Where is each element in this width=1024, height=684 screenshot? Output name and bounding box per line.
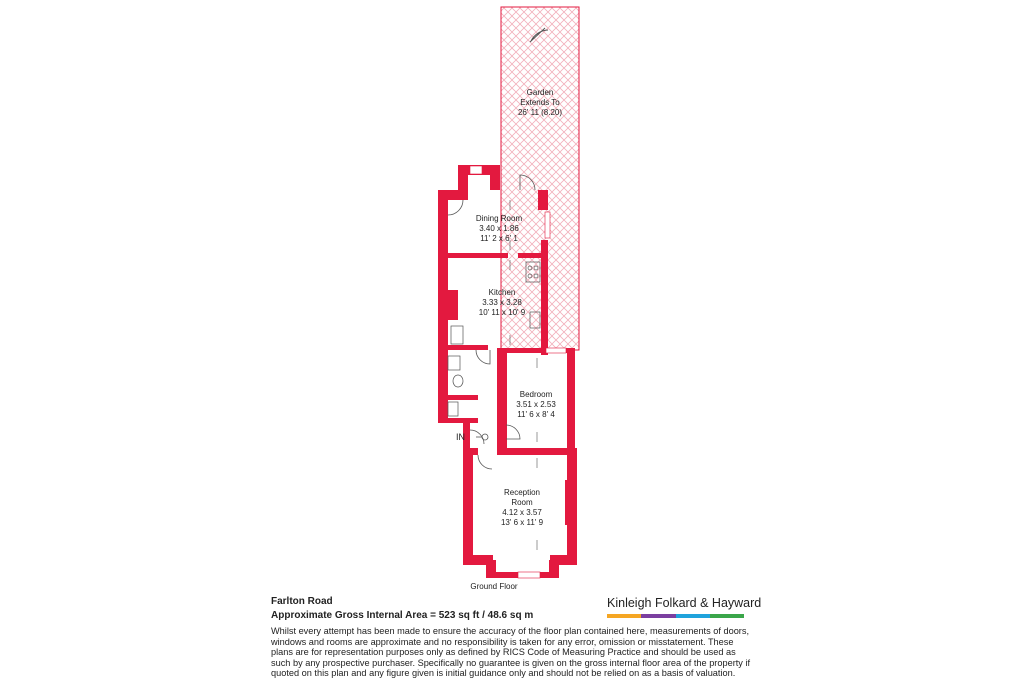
reception-room-label <box>482 488 562 528</box>
garden-extends: Extends To <box>520 98 560 107</box>
kitchen-metric: 3.33 x 3.28 <box>482 298 522 307</box>
garden-label <box>503 88 577 118</box>
reception-room-imperial: 13' 6 x 11' 9 <box>500 518 544 527</box>
dining-room-imperial: 11' 2 x 6' 1 <box>480 234 518 243</box>
property-title: Farlton Road <box>271 596 333 607</box>
bedroom-label <box>496 390 576 420</box>
brand-bar-segment <box>710 614 744 618</box>
entrance-arrow-icon <box>476 434 488 440</box>
entrance-label: IN <box>456 432 465 442</box>
kitchen-imperial: 10' 11 x 10' 9 <box>478 308 526 317</box>
kitchen-label <box>462 288 542 318</box>
floor-label: Ground Floor <box>470 582 518 591</box>
brand-bar-segment <box>676 614 710 618</box>
bedroom-metric: 3.51 x 2.53 <box>516 400 556 409</box>
brand-logo-text: Kinleigh Folkard & Hayward <box>607 596 762 610</box>
garden-name: Garden <box>526 88 554 97</box>
brand-bar-segment <box>641 614 675 618</box>
brand-bar-segment <box>607 614 641 618</box>
reception-room-name: Reception <box>503 488 541 497</box>
dining-room-label <box>459 214 539 244</box>
brand-color-bar <box>607 614 744 618</box>
bedroom-name: Bedroom <box>519 390 553 399</box>
dining-room-metric: 3.40 x 1.86 <box>479 224 519 233</box>
gross-internal-area: Approximate Gross Internal Area = 523 sq ft / 48.6 sq m <box>271 610 534 621</box>
garden-dimension: 26' 11 (8.20) <box>517 108 563 117</box>
bedroom-imperial: 11' 6 x 8' 4 <box>517 410 555 419</box>
reception-room-metric: 4.12 x 3.57 <box>502 508 542 517</box>
dining-room-name: Dining Room <box>475 214 523 223</box>
disclaimer-text: Whilst every attempt has been made to ensure the accuracy of the floor plan contained here, measurements of doors, windows and rooms are approximate and no responsibility is taken for any error, omission or misstatement. These plans are for representation purposes only as defined by RICS Code of Measuring Practice and should be used as such by any prospective purchaser. Specifically no guarantee is given on the gross internal floor area of the property if quoted on this plan and any figure given is initial guidance only and should not be relied on as a basis of valuation. <box>271 626 751 679</box>
kitchen-name: Kitchen <box>488 288 516 297</box>
reception-room-name-2: Room <box>511 498 533 507</box>
